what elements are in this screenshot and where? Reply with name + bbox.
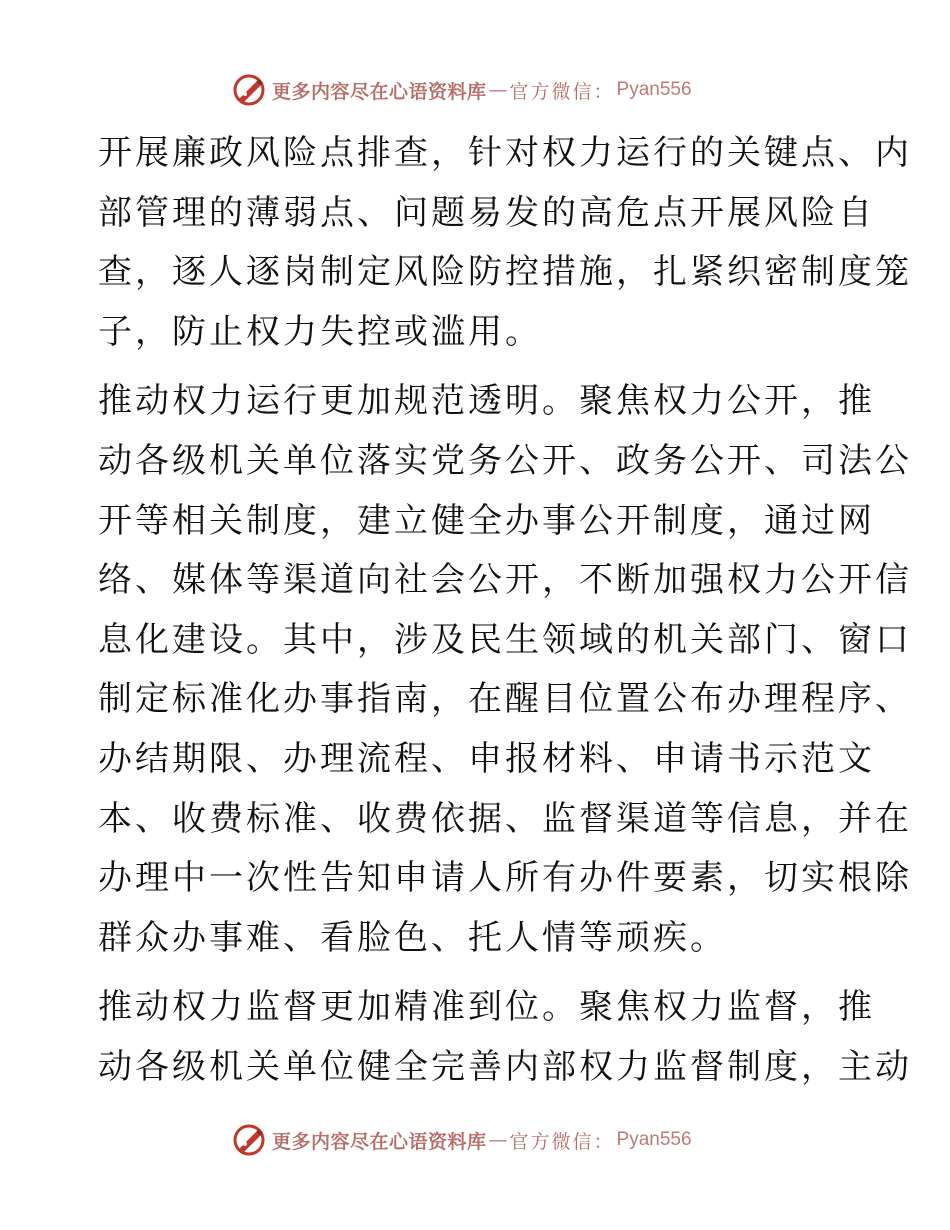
text-line: 办理中一次性告知申请人所有办件要素，切实根除: [98, 858, 912, 899]
watermark-dash: —: [488, 1129, 508, 1151]
text-line: 动各级机关单位落实党务公开、政务公开、司法公: [98, 440, 912, 481]
text-line: 制定标准化办事指南，在醒目位置公布办理程序、: [98, 679, 912, 720]
pen-logo-icon: [232, 73, 266, 107]
text-line: 办结期限、办理流程、申报材料、申请书示范文: [98, 738, 875, 779]
watermark-site-text: 更多内容尽在心语资料库: [272, 1130, 487, 1153]
pen-logo-icon: [232, 1123, 266, 1157]
text-line: 动各级机关单位健全完善内部权力监督制度，主动: [98, 1046, 912, 1087]
paragraph-2: [98, 372, 912, 968]
document-body: [98, 124, 912, 1098]
text-line: 群众办事难、看脸色、托人情等顽疾。: [98, 917, 727, 958]
watermark-wechat-prefix: 官方微信：: [509, 1130, 615, 1153]
text-line: 开等相关制度，建立健全办事公开制度，通过网: [98, 500, 875, 541]
paragraph-1: [98, 124, 912, 362]
watermark-wechat-prefix: 官方微信：: [509, 80, 615, 103]
watermark-site-text: 更多内容尽在心语资料库: [272, 80, 487, 103]
header-watermark: [232, 70, 692, 110]
text-line: 部管理的薄弱点、问题易发的高危点开展风险自: [98, 192, 875, 233]
watermark-wechat-id: Pyan556: [616, 79, 692, 100]
text-line: 推动权力监督更加精准到位。聚焦权力监督，推: [98, 987, 875, 1028]
paragraph-3: [98, 978, 912, 1097]
watermark-dash: —: [488, 79, 508, 101]
watermark-wechat-id: Pyan556: [616, 1129, 692, 1150]
text-line: 息化建设。其中，涉及民生领域的机关部门、窗口: [98, 619, 912, 660]
text-line: 开展廉政风险点排查，针对权力运行的关键点、内: [98, 133, 912, 173]
text-line: 查，逐人逐岗制定风险防控措施，扎紧织密制度笼: [98, 252, 912, 293]
footer-watermark: [232, 1120, 692, 1160]
text-line: 本、收费标准、收费依据、监督渠道等信息，并在: [98, 798, 912, 839]
text-line: 子，防止权力失控或滥用。: [98, 311, 542, 352]
text-line: 推动权力运行更加规范透明。聚焦权力公开，推: [98, 381, 875, 422]
text-line: 络、媒体等渠道向社会公开，不断加强权力公开信: [98, 560, 912, 601]
